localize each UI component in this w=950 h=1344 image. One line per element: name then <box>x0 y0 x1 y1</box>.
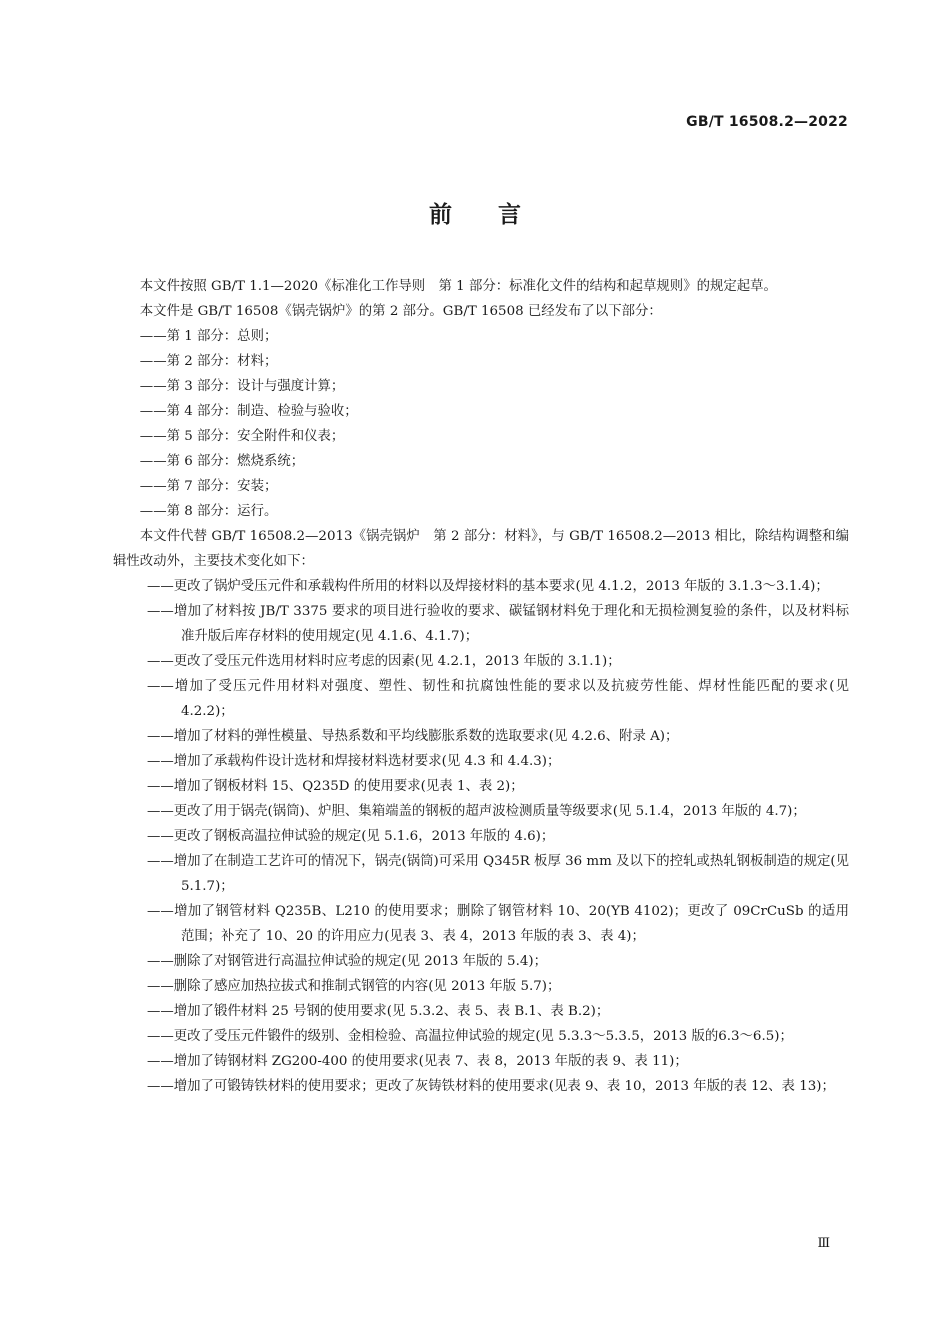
list-item: ——第 3 部分：设计与强度计算； <box>139 379 345 394</box>
list-item: ——第 6 部分：燃烧系统； <box>139 454 305 469</box>
changes-list <box>113 574 849 1099</box>
list-item: ——第 5 部分：安全附件和仪表； <box>139 429 345 444</box>
intro-paragraph-2: 本文件是 GB/T 16508《锅壳锅炉》的第 2 部分。GB/T 16508 已经发布了以下部分： <box>139 304 662 319</box>
list-item: ——增加了材料的弹性模量、导热系数和平均线膨胀系数的选取要求(见 4.2.6、附录 A)； <box>147 729 679 744</box>
list-item: ——增加了材料按 JB/T 3375 要求的项目进行验收的要求、碳锰钢材料免于理化和无损检测复验的条件，以及材料标准升版后库存材料的使用规定(见 4.1.6、4.1.7)； <box>147 604 849 644</box>
list-item: ——增加了铸钢材料 ZG200-400 的使用要求(见表 7、表 8，2013 年版的表 9、表 11)； <box>147 1054 688 1069</box>
parts-list <box>113 324 849 524</box>
list-item: ——更改了钢板高温拉伸试验的规定(见 5.1.6，2013 年版的 4.6)； <box>147 829 555 844</box>
list-item: ——增加了可锻铸铁材料的使用要求；更改了灰铸铁材料的使用要求(见表 9、表 10，2013 年版的表 12、表 13)； <box>147 1079 835 1094</box>
list-item: ——第 7 部分：安装； <box>139 479 278 494</box>
list-item: ——更改了受压元件选用材料时应考虑的因素(见 4.2.1，2013 年版的 3.1.1)； <box>147 654 621 669</box>
list-item: ——增加了承载构件设计选材和焊接材料选材要求(见 4.3 和 4.4.3)； <box>147 754 561 769</box>
list-item: ——增加了钢板材料 15、Q235D 的使用要求(见表 1、表 2)； <box>147 779 524 794</box>
list-item: ——增加了钢管材料 Q235B、L210 的使用要求；删除了钢管材料 10、20(YB 4102)；更改了 09CrCuSb 的适用范围；补充了 10、20 的许用应力(见表 3、表 4，2013 年版的表 3、表 4)； <box>147 904 849 944</box>
replace-paragraph: 本文件代替 GB/T 16508.2—2013《锅壳锅炉 第 2 部分：材料》，与 GB/T 16508.2—2013 相比，除结构调整和编辑性改动外，主要技术变化如下： <box>113 529 849 569</box>
list-item: ——增加了在制造工艺许可的情况下，锅壳(锅筒)可采用 Q345R 板厚 36 mm 及以下的控轧或热轧钢板制造的规定(见 5.1.7)； <box>147 854 849 894</box>
page-number: Ⅲ <box>817 1236 830 1251</box>
intro-paragraph-1: 本文件按照 GB/T 1.1—2020《标准化工作导则 第 1 部分：标准化文件的结构和起草规则》的规定起草。 <box>139 279 777 294</box>
document-body <box>113 274 849 1099</box>
list-item: ——更改了受压元件锻件的级别、金相检验、高温拉伸试验的规定(见 5.3.3～5.3.5，2013 版的6.3～6.5)； <box>147 1029 793 1044</box>
list-item: ——更改了锅炉受压元件和承载构件所用的材料以及焊接材料的基本要求(见 4.1.2，2013 年版的 3.1.3～3.1.4)； <box>147 579 829 594</box>
list-item: ——第 4 部分：制造、检验与验收； <box>139 404 358 419</box>
list-item: ——增加了锻件材料 25 号钢的使用要求(见 5.3.2、表 5、表 B.1、表 B.2)； <box>147 1004 610 1019</box>
list-item: ——删除了感应加热拉拔式和推制式钢管的内容(见 2013 年版 5.7)； <box>147 979 561 994</box>
list-item: ——增加了受压元件用材料对强度、塑性、韧性和抗腐蚀性能的要求以及抗疲劳性能、焊材性能匹配的要求(见 4.2.2)； <box>147 679 849 719</box>
list-item: ——删除了对钢管进行高温拉伸试验的规定(见 2013 年版的 5.4)； <box>147 954 547 969</box>
list-item: ——更改了用于锅壳(锅筒)、炉胆、集箱端盖的钢板的超声波检测质量等级要求(见 5.1.4，2013 年版的 4.7)； <box>147 804 806 819</box>
standard-code: GB/T 16508.2—2022 <box>686 114 848 130</box>
list-item: ——第 8 部分：运行。 <box>139 504 278 519</box>
list-item: ——第 2 部分：材料； <box>139 354 278 369</box>
list-item: ——第 1 部分：总则； <box>139 329 278 344</box>
page-title: 前言 <box>429 202 567 228</box>
